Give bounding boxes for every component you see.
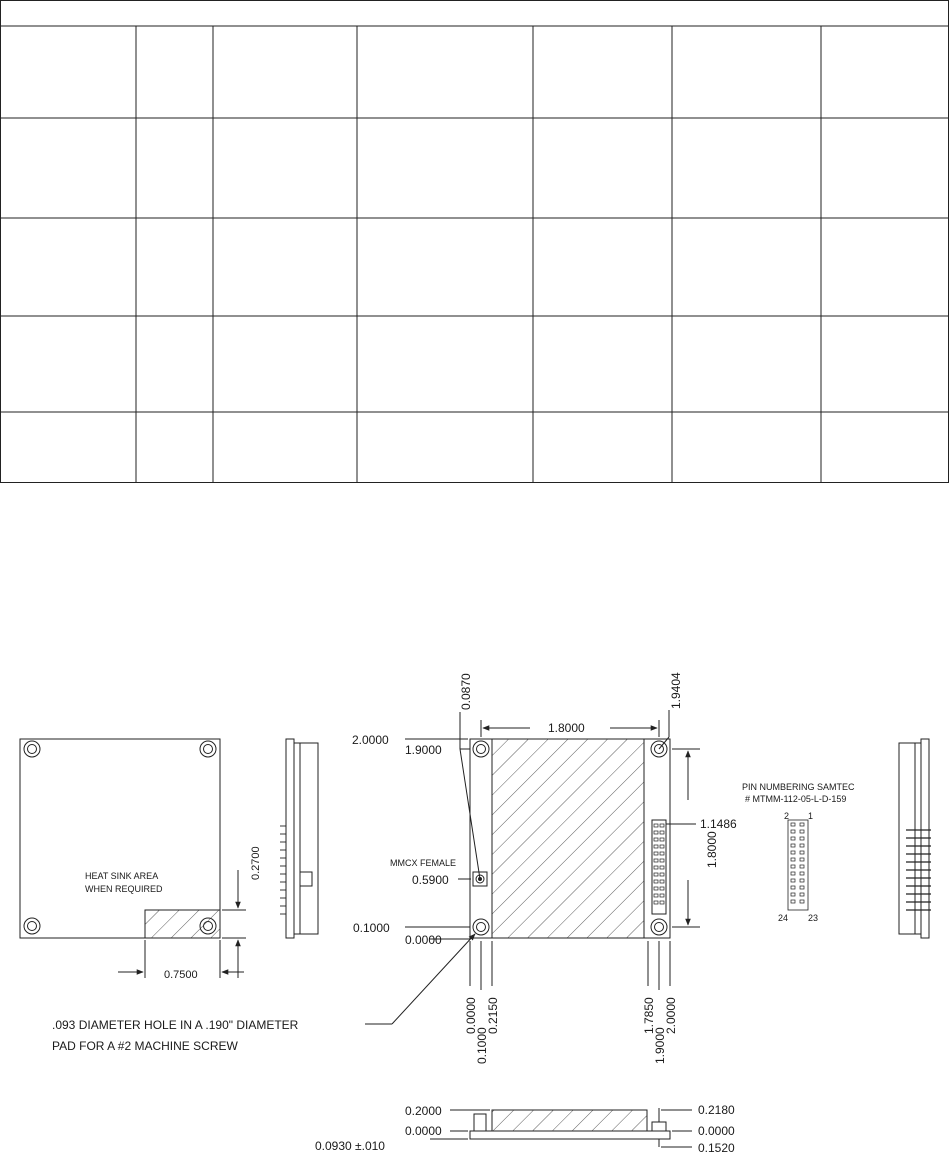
heat-sink-label: HEAT SINK AREA xyxy=(85,871,159,881)
table-border xyxy=(1,1,949,483)
pin-label-1: 1 xyxy=(808,811,814,821)
side-dim-0-1520: 0.1520 xyxy=(698,1141,735,1155)
side-view-right xyxy=(899,739,931,938)
shield-side xyxy=(492,1110,647,1131)
heat-sink-area xyxy=(145,910,220,938)
dim-0-7500: 0.7500 xyxy=(164,969,198,981)
pin-label-24: 24 xyxy=(778,913,789,923)
side-elevation xyxy=(430,1108,692,1147)
dim-1-8000-top: 1.8000 xyxy=(548,721,585,735)
dim-2-0000: 2.0000 xyxy=(352,733,389,747)
dim-b-0-1000: 0.1000 xyxy=(475,1027,489,1064)
dim-0-1000: 0.1000 xyxy=(353,921,390,935)
pin-label-2: 2 xyxy=(784,811,790,821)
board-outline-bottom xyxy=(20,739,220,938)
dim-1-8000-side: 1.8000 xyxy=(705,831,719,868)
dim-b-1-9000: 1.9000 xyxy=(653,1027,667,1064)
dim-b-0-0000: 0.0000 xyxy=(464,997,478,1034)
hole-note: .093 DIAMETER HOLE IN A .190" DIAMETER xyxy=(52,1018,299,1032)
mmcx-side xyxy=(474,1114,486,1131)
mounting-hole-icon xyxy=(24,741,216,934)
side-dim-0-0930: 0.0930 ±.010 xyxy=(315,1139,385,1153)
dim-0-0870: 0.0870 xyxy=(459,673,473,710)
dim-0-5900: 0.5900 xyxy=(412,873,449,887)
mmcx-label: MMCX FEMALE xyxy=(390,858,457,868)
spec-table xyxy=(0,0,950,484)
side-dim-0-2180: 0.2180 xyxy=(698,1103,735,1117)
pin-label-23: 23 xyxy=(808,913,819,923)
pin-title-2: # MTMM-112-05-L-D-159 xyxy=(745,794,847,804)
side-dim-0-0000: 0.0000 xyxy=(405,1124,442,1138)
board-edge xyxy=(470,1131,670,1139)
hole-note-2: PAD FOR A #2 MACHINE SCREW xyxy=(52,1039,238,1053)
shield-hatched-area xyxy=(492,739,644,938)
dim-b-2-0000: 2.0000 xyxy=(664,997,678,1034)
dim-1-1486: 1.1486 xyxy=(700,817,737,831)
dim-0-0000: 0.0000 xyxy=(405,933,442,947)
dim-b-1-7850: 1.7850 xyxy=(642,997,656,1034)
side-dim-0-2000: 0.2000 xyxy=(405,1104,442,1118)
heat-sink-label-2: WHEN REQUIRED xyxy=(85,884,163,894)
dim-1-9000: 1.9000 xyxy=(405,743,442,757)
pin-numbering-diagram xyxy=(788,820,808,910)
dim-b-0-2150: 0.2150 xyxy=(486,997,500,1034)
mechanical-drawing xyxy=(0,640,950,1160)
dim-1-9404: 1.9404 xyxy=(669,672,683,709)
side-dim-0-0000-r: 0.0000 xyxy=(698,1124,735,1138)
bottom-view xyxy=(20,739,246,978)
header-side xyxy=(652,1122,666,1131)
side-view-left xyxy=(280,739,318,938)
dim-0-2700: 0.2700 xyxy=(250,846,262,880)
pin-title: PIN NUMBERING SAMTEC xyxy=(742,782,855,792)
